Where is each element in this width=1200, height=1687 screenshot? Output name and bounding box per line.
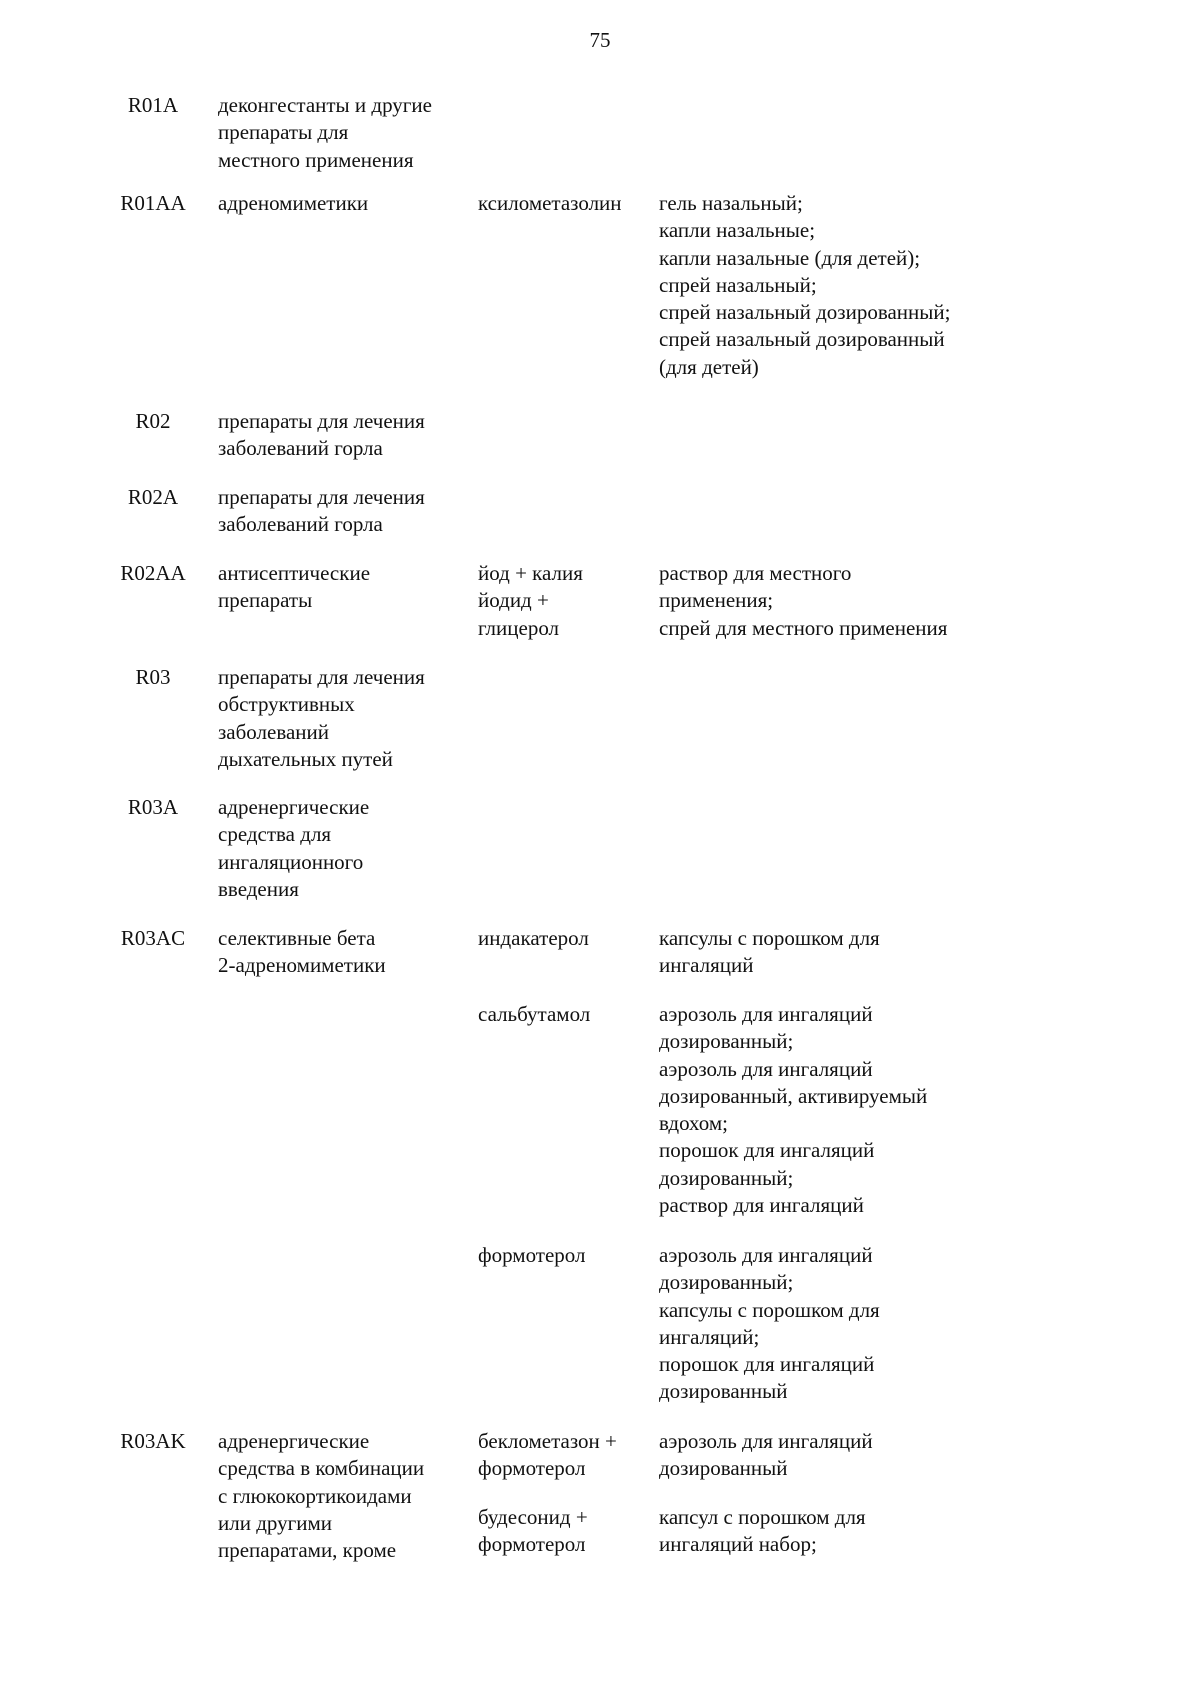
anatomical-therapeutic-group: адренергические средства в комбинации с глюкокортикоидами или другими препаратами, кроме (218, 1429, 425, 1563)
atc-code: R02 (135, 409, 171, 433)
drug-name: сальбутамол (478, 1002, 591, 1026)
anatomical-therapeutic-group: адреномиметики (218, 191, 369, 215)
dosage-forms: аэрозоль для ингаляций дозированный; аэрозоль для ингаляций дозированный, активируемый вдохом; порошок для ингаляций дозированный; раствор для ингаляций (659, 1002, 928, 1218)
drug-name: ксилометазолин (478, 191, 622, 215)
dosage-forms: капсулы с порошком для ингаляций (659, 926, 880, 978)
atc-code: R01A (127, 93, 179, 117)
dosage-forms: капсул с порошком для ингаляций набор; (659, 1505, 866, 1557)
dosage-forms: аэрозоль для ингаляций дозированный (659, 1429, 873, 1481)
atc-code: R02A (127, 485, 179, 509)
dosage-forms: раствор для местного применения; спрей для местного применения (659, 561, 948, 640)
anatomical-therapeutic-group: препараты для лечения обструктивных заболеваний дыхательных путей (218, 665, 425, 771)
drug-name: формотерол (478, 1243, 586, 1267)
anatomical-therapeutic-group: селективные бета 2-адреномиметики (218, 926, 386, 978)
anatomical-therapeutic-group: деконгестанты и другие препараты для местного применения (218, 93, 432, 172)
anatomical-therapeutic-group: адренергические средства для ингаляционного введения (218, 795, 370, 901)
drug-name: беклометазон + формотерол (478, 1429, 617, 1481)
drug-name: йод + калия йодид + глицерол (478, 561, 583, 640)
atc-code: R01AA (120, 191, 186, 215)
atc-code: R03 (135, 665, 171, 689)
dosage-forms: гель назальный; капли назальные; капли назальные (для детей); спрей назальный; спрей назальный дозированный; спрей назальный дозированный (для детей) (659, 191, 951, 379)
page-number: 75 (589, 28, 611, 52)
atc-code: R03AK (120, 1429, 186, 1453)
anatomical-therapeutic-group: антисептические препараты (218, 561, 371, 613)
atc-code: R02AA (120, 561, 186, 585)
drug-name: индакатерол (478, 926, 589, 950)
dosage-forms: аэрозоль для ингаляций дозированный; капсулы с порошком для ингаляций; порошок для ингаляций дозированный (659, 1243, 880, 1404)
drug-name: будесонид + формотерол (478, 1505, 588, 1557)
atc-code: R03AC (120, 926, 186, 950)
atc-code: R03A (127, 795, 179, 819)
anatomical-therapeutic-group: препараты для лечения заболеваний горла (218, 485, 425, 537)
anatomical-therapeutic-group: препараты для лечения заболеваний горла (218, 409, 425, 461)
